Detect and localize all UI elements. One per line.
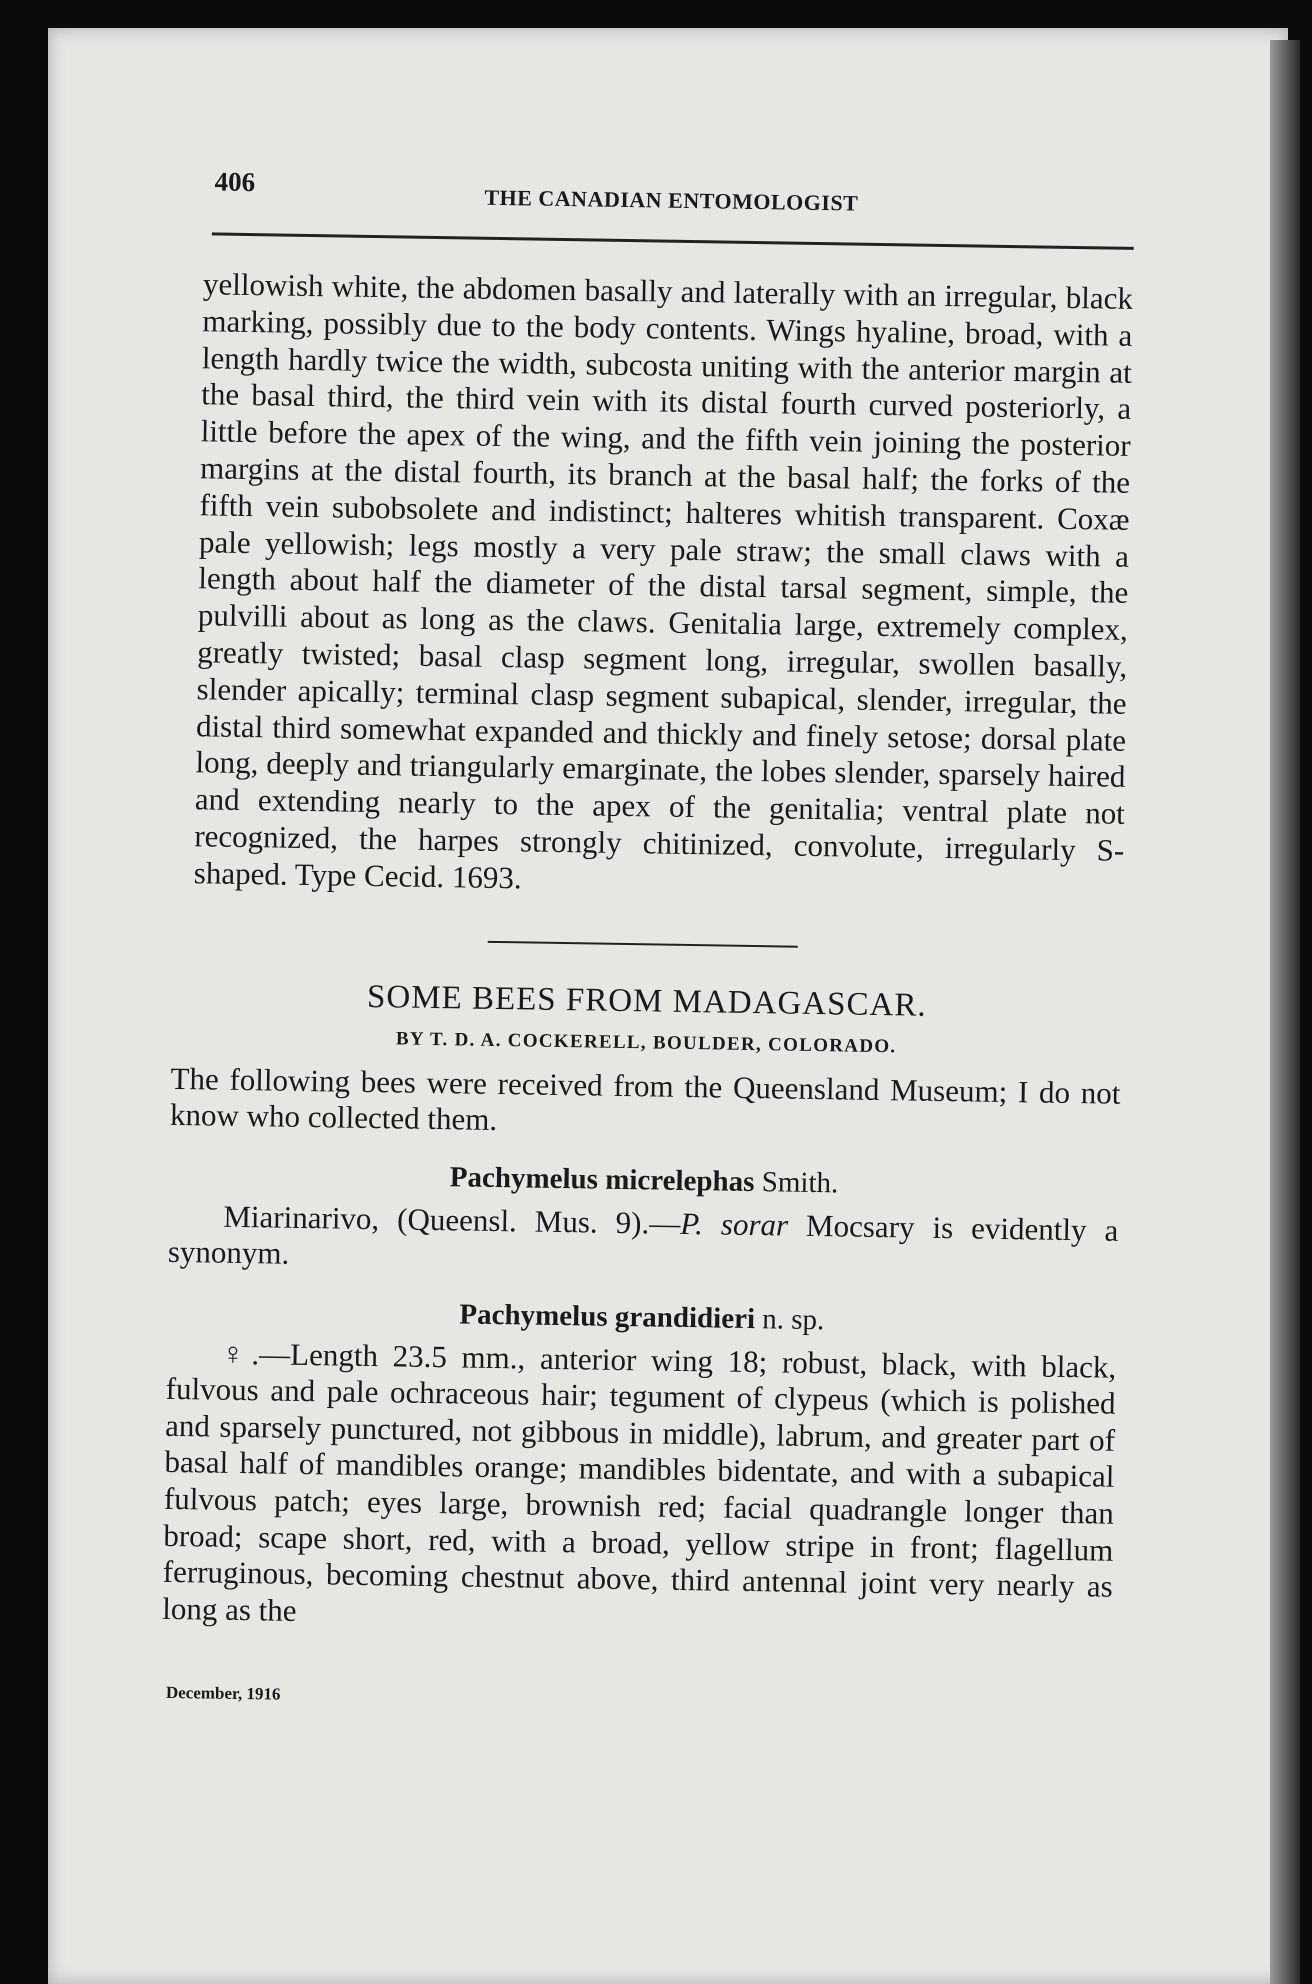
- page-content: [161, 160, 1135, 1704]
- species-synonym-italic: P. sorar: [679, 1205, 789, 1243]
- intro-paragraph: The following bees were received from the Queensland Museum; I do not know who collected them.: [169, 1060, 1121, 1137]
- journal-title: THE CANADIAN ENTOMOLOGIST: [484, 184, 859, 216]
- species-text-before: Miarinarivo, (Queensl. Mus. 9).—: [223, 1198, 681, 1241]
- page-number: 406: [214, 166, 256, 198]
- issue-date: December, 1916: [165, 1682, 281, 1704]
- species-heading-grandidieri: [167, 1293, 1117, 1341]
- species-name: Pachymelus grandidieri: [459, 1298, 756, 1335]
- article-byline: BY T. D. A. COCKERELL, BOULDER, COLORADO.: [395, 1027, 897, 1057]
- species-heading-micrelephas: [169, 1156, 1119, 1204]
- species-text-after: Mocsary is evidently a synonym.: [167, 1207, 1119, 1271]
- article-title: SOME BEES FROM MADAGASCAR.: [366, 978, 927, 1024]
- species-authority: Smith.: [761, 1165, 839, 1199]
- book-spine-shadow: [1270, 40, 1300, 1984]
- section-separator: [488, 940, 798, 947]
- species-paragraph-grandidieri: ♀.—Length 23.5 mm., anterior wing 18; robust, black, with black, fulvous and pale ochraceous hair; tegument of clypeus (which is polished and sparsely punctured, not gibbous in middle), labrum, and greater part of basal half of mandibles orange; mandibles bidentate, and with a subapical fulvous patch; eyes large, brownish red; facial quadrangle longer than broad; scape short, red, with a broad, yellow stripe in front; flagellum ferruginous, becoming chestnut above, third antennal joint very nearly as long as the: [161, 1335, 1117, 1628]
- species-authority: n. sp.: [762, 1302, 825, 1336]
- header-rule: [212, 232, 1134, 249]
- running-head: [184, 160, 1135, 245]
- continued-paragraph: yellowish white, the abdomen basally and laterally with an irregular, black marking, possibly due to the body contents. Wings hyaline, broad, with a length hardly twice the width, subcosta uniting with the anterior margin at the basal third, the third vein with its distal fourth curved posteriorly, a little before the apex of the wing, and the fifth vein joining the posterior margins at the distal fourth, its branch at the basal half; the forks of the fifth vein subobsolete and indistinct; halteres whitish transparent. Coxæ pale yellowish; legs mostly a very pale straw; the small claws with a length about half the diameter of the distal tarsal segment, simple, the pulvilli about as long as the claws. Genitalia large, extremely complex, greatly twisted; basal clasp segment long, irregular, swollen basally, slender apically; terminal clasp segment subapical, slender, irregular, the distal third somewhat expanded and thickly and finely setose; dorsal plate long, deeply and triangularly emarginate, the lobes slender, sparsely haired and extending nearly to the apex of the genitalia; ventral plate not recognized, the harpes strongly chitinized, convolute, irregularly S-shaped. Type Cecid. 1693.: [193, 266, 1134, 896]
- species-paragraph-micrelephas: [168, 1197, 1119, 1284]
- species-name: Pachymelus micrelephas: [449, 1160, 755, 1198]
